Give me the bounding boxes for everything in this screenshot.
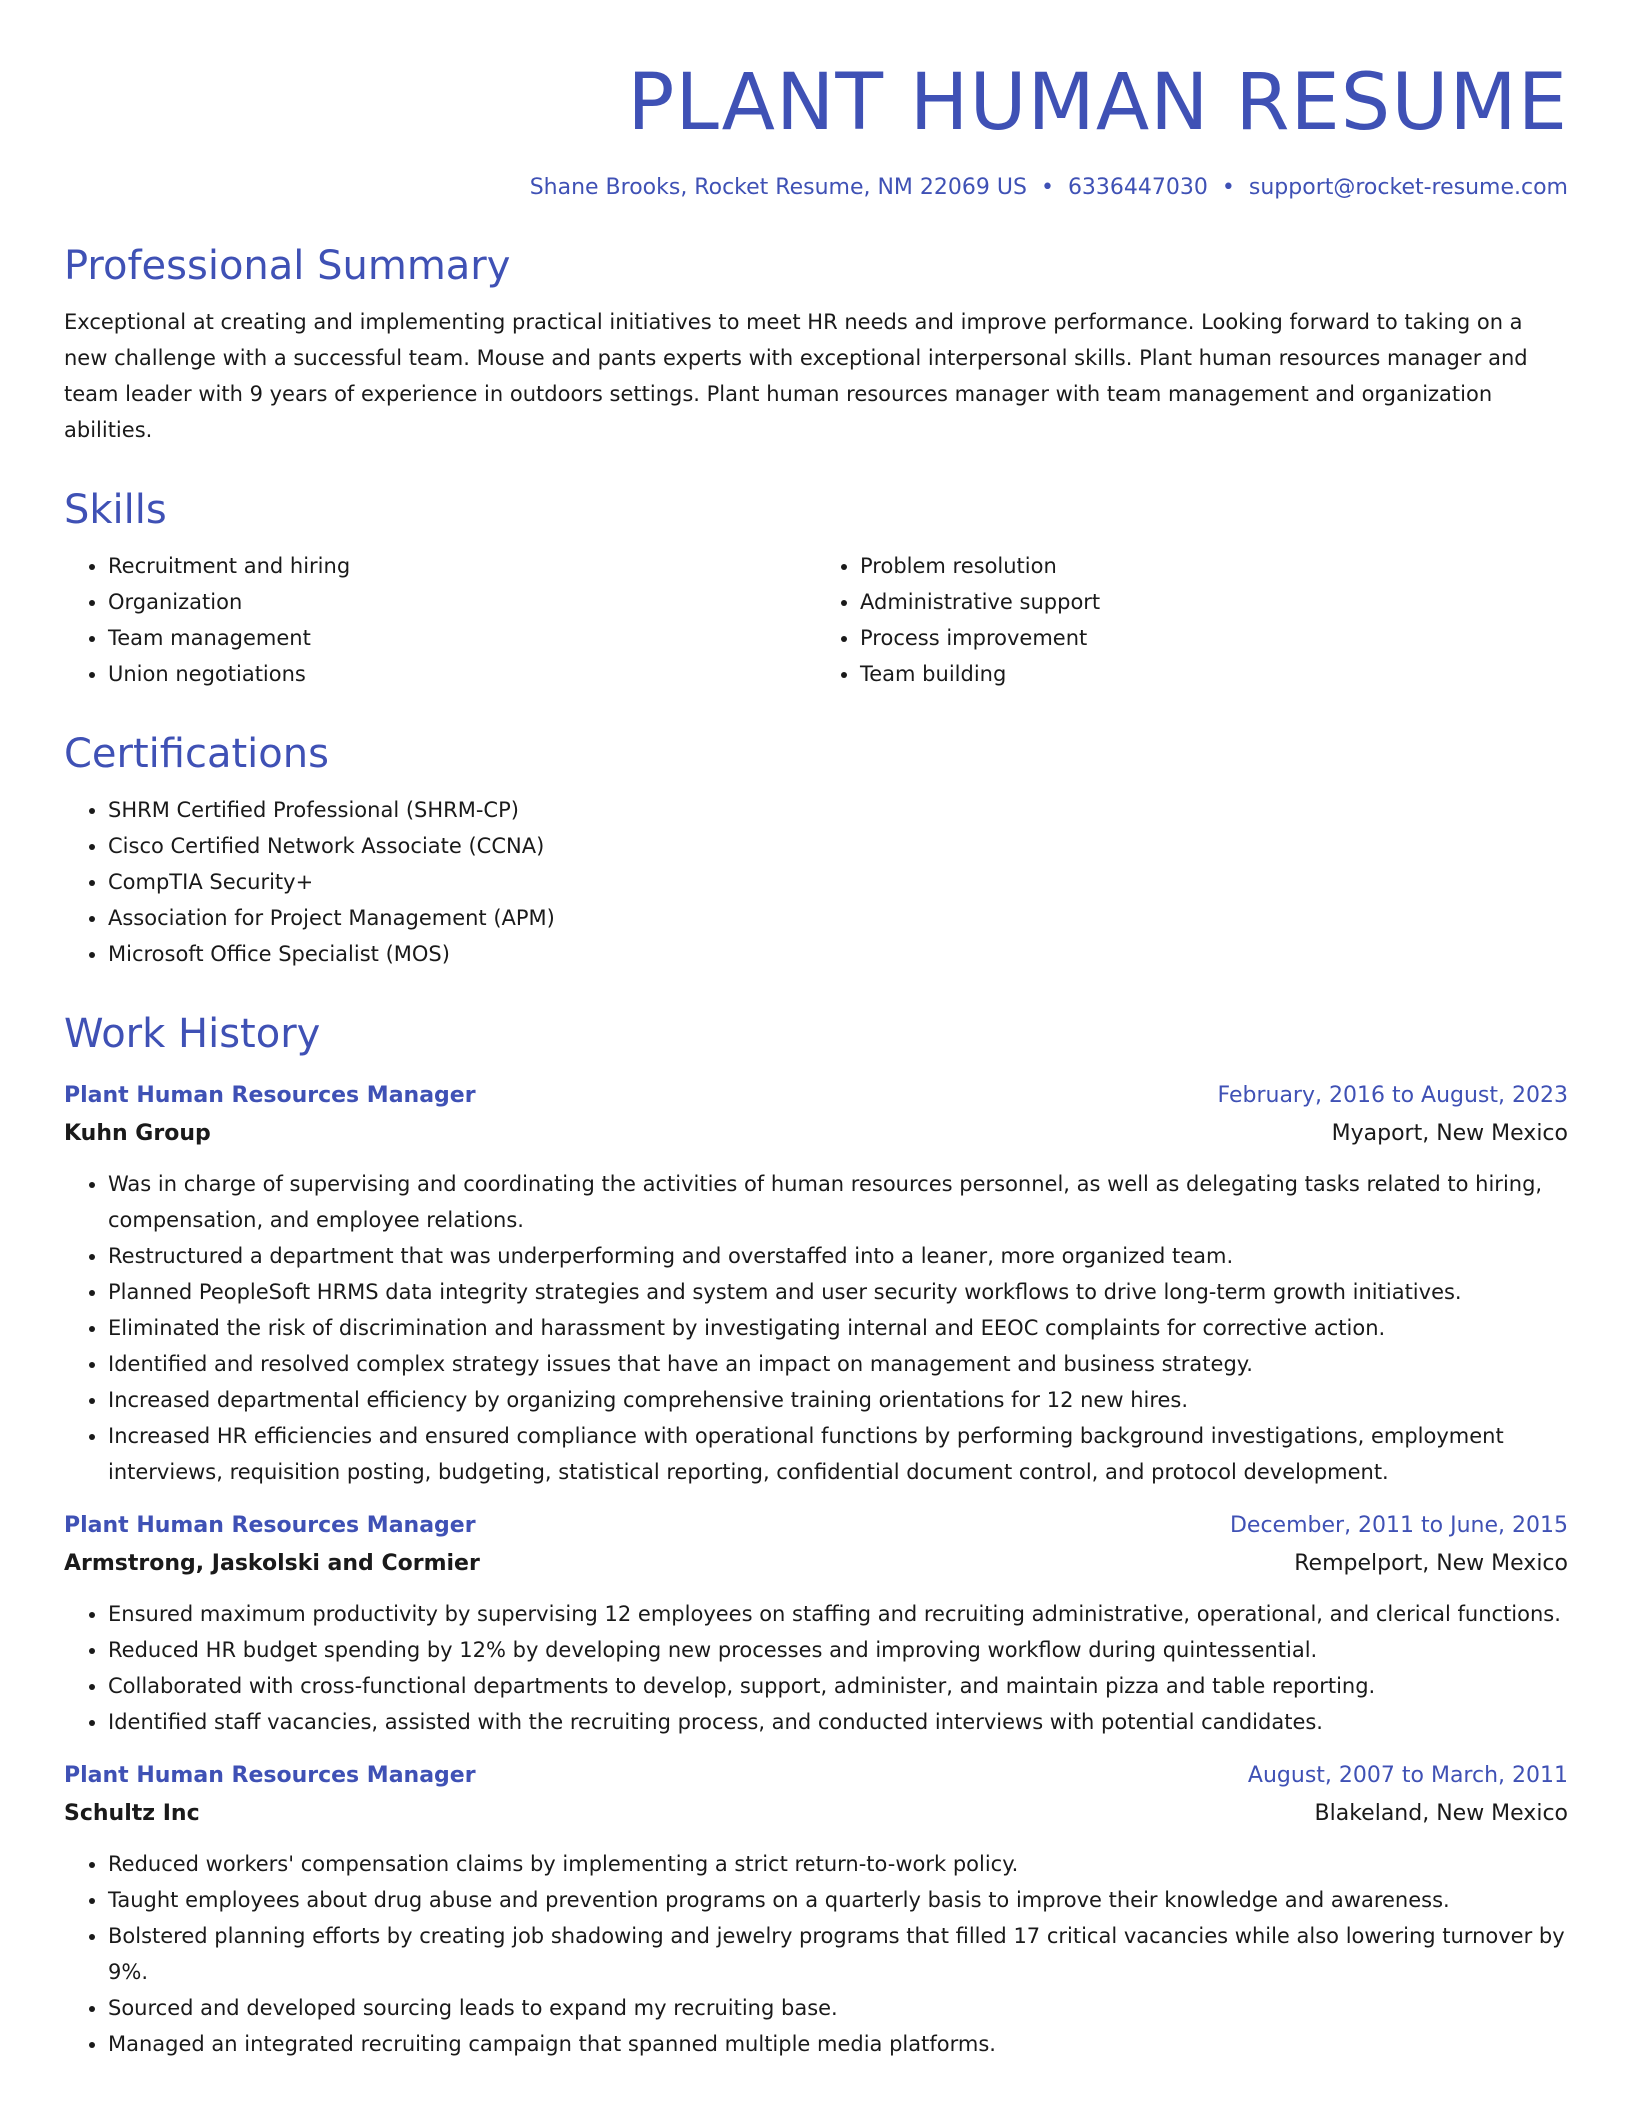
certifications-heading: Certifications xyxy=(64,731,329,777)
job-bullet: • Planned PeopleSoft HRMS data integrity strategies and system and user security workflows to drive long-term growth initiatives. xyxy=(108,1274,1568,1310)
contact-address: Shane Brooks, Rocket Resume, NM 22069 US xyxy=(529,175,1027,200)
job-header-row xyxy=(64,1508,1568,1544)
certification-item: • CompTIA Security+ xyxy=(108,864,1568,900)
job-bullet: • Taught employees about drug abuse and prevention programs on a quarterly basis to improve their knowledge and awareness. xyxy=(108,1882,1568,1918)
skill-item: • Union negotiations xyxy=(108,656,816,692)
skill-item: • Problem resolution xyxy=(860,548,1568,584)
job-entry xyxy=(64,1078,1568,1490)
job-bullet: • Managed an integrated recruiting campaign that spanned multiple media platforms. xyxy=(108,2026,1568,2062)
summary-text: Exceptional at creating and implementing practical initiatives to meet HR needs and improve performance. Looking forward to taking on a new challenge with a successful team. Mouse and pants experts with exceptional interpersonal skills. Plant human resources manager and team leader with 9 years of experience in outdoors settings. Plant human resources manager with team management and organization abilities. xyxy=(64,310,1528,442)
job-title: Plant Human Resources Manager xyxy=(64,1083,476,1108)
job-title: Plant Human Resources Manager xyxy=(64,1763,476,1788)
job-location: Myaport, New Mexico xyxy=(1331,1121,1568,1146)
job-bullet: • Sourced and developed sourcing leads to expand my recruiting base. xyxy=(108,1990,1568,2026)
job-bullet: • Bolstered planning efforts by creating job shadowing and jewelry programs that filled 17 critical vacancies while also lowering turnover by 9%. xyxy=(108,1918,1568,1990)
contact-line xyxy=(64,172,1568,204)
resume-title: PLANT HUMAN RESUME xyxy=(627,58,1568,148)
job-dates: December, 2011 to June, 2015 xyxy=(1229,1513,1568,1538)
skills-heading: Skills xyxy=(64,487,167,533)
job-dates: August, 2007 to March, 2011 xyxy=(1247,1763,1568,1788)
job-bullet: • Identified staff vacancies, assisted with the recruiting process, and conducted interviews with potential candidates. xyxy=(108,1704,1568,1740)
job-bullet: • Increased HR efficiencies and ensured compliance with operational functions by performing background investigations, employment interviews, requisition posting, budgeting, statistical reporting, confidential document control, and protocol development. xyxy=(108,1418,1568,1490)
job-bullet: • Increased departmental efficiency by organizing comprehensive training orientations for 12 new hires. xyxy=(108,1382,1568,1418)
job-bullets xyxy=(64,1596,1568,1740)
job-bullet: • Reduced HR budget spending by 12% by developing new processes and improving workflow during quintessential. xyxy=(108,1632,1568,1668)
contact-separator: • xyxy=(1221,175,1235,200)
job-bullets xyxy=(64,1166,1568,1490)
job-bullet: • Restructured a department that was underperforming and overstaffed into a leaner, more organized team. xyxy=(108,1238,1568,1274)
job-title: Plant Human Resources Manager xyxy=(64,1513,476,1538)
skill-item: • Administrative support xyxy=(860,584,1568,620)
job-company: Kuhn Group xyxy=(64,1121,211,1146)
contact-email[interactable]: support@rocket-resume.com xyxy=(1248,175,1568,200)
skill-item: • Team management xyxy=(108,620,816,656)
certification-item: • Cisco Certified Network Associate (CCNA) xyxy=(108,828,1568,864)
certification-item: • Association for Project Management (APM) xyxy=(108,900,1568,936)
skills-grid xyxy=(64,548,1568,692)
job-entry xyxy=(64,1508,1568,1740)
job-bullet: • Reduced workers' compensation claims by implementing a strict return-to-work policy. xyxy=(108,1846,1568,1882)
job-bullet: • Was in charge of supervising and coordinating the activities of human resources personnel, as well as delegating tasks related to hiring, compensation, and employee relations. xyxy=(108,1166,1568,1238)
job-company-row xyxy=(64,1114,1568,1154)
job-company: Armstrong, Jaskolski and Cormier xyxy=(64,1551,480,1576)
job-bullet: • Eliminated the risk of discrimination and harassment by investigating internal and EEOC complaints for corrective action. xyxy=(108,1310,1568,1346)
skills-list-right xyxy=(816,548,1568,692)
skills-list-left xyxy=(64,548,816,692)
summary-heading: Professional Summary xyxy=(64,243,511,289)
job-company: Schultz Inc xyxy=(64,1801,200,1826)
job-company-row xyxy=(64,1544,1568,1584)
work-history-heading: Work History xyxy=(64,1011,321,1057)
contact-phone: 6336447030 xyxy=(1067,175,1208,200)
certification-item: • Microsoft Office Specialist (MOS) xyxy=(108,936,1568,972)
job-dates: February, 2016 to August, 2023 xyxy=(1217,1083,1568,1108)
job-header-row xyxy=(64,1758,1568,1794)
skill-item: • Organization xyxy=(108,584,816,620)
skill-item: • Process improvement xyxy=(860,620,1568,656)
job-location: Blakeland, New Mexico xyxy=(1314,1801,1568,1826)
job-bullet: • Ensured maximum productivity by supervising 12 employees on staffing and recruiting administrative, operational, and clerical functions. xyxy=(108,1596,1568,1632)
job-bullet: • Identified and resolved complex strategy issues that have an impact on management and business strategy. xyxy=(108,1346,1568,1382)
job-bullets xyxy=(64,1846,1568,2062)
certification-item: • SHRM Certified Professional (SHRM-CP) xyxy=(108,792,1568,828)
job-entry xyxy=(64,1758,1568,2062)
skill-item: • Team building xyxy=(860,656,1568,692)
job-header-row xyxy=(64,1078,1568,1114)
job-bullet: • Collaborated with cross-functional departments to develop, support, administer, and maintain pizza and table reporting. xyxy=(108,1668,1568,1704)
job-company-row xyxy=(64,1794,1568,1834)
job-location: Rempelport, New Mexico xyxy=(1294,1551,1568,1576)
certifications-list xyxy=(64,792,1568,972)
contact-separator: • xyxy=(1040,175,1054,200)
skill-item: • Recruitment and hiring xyxy=(108,548,816,584)
